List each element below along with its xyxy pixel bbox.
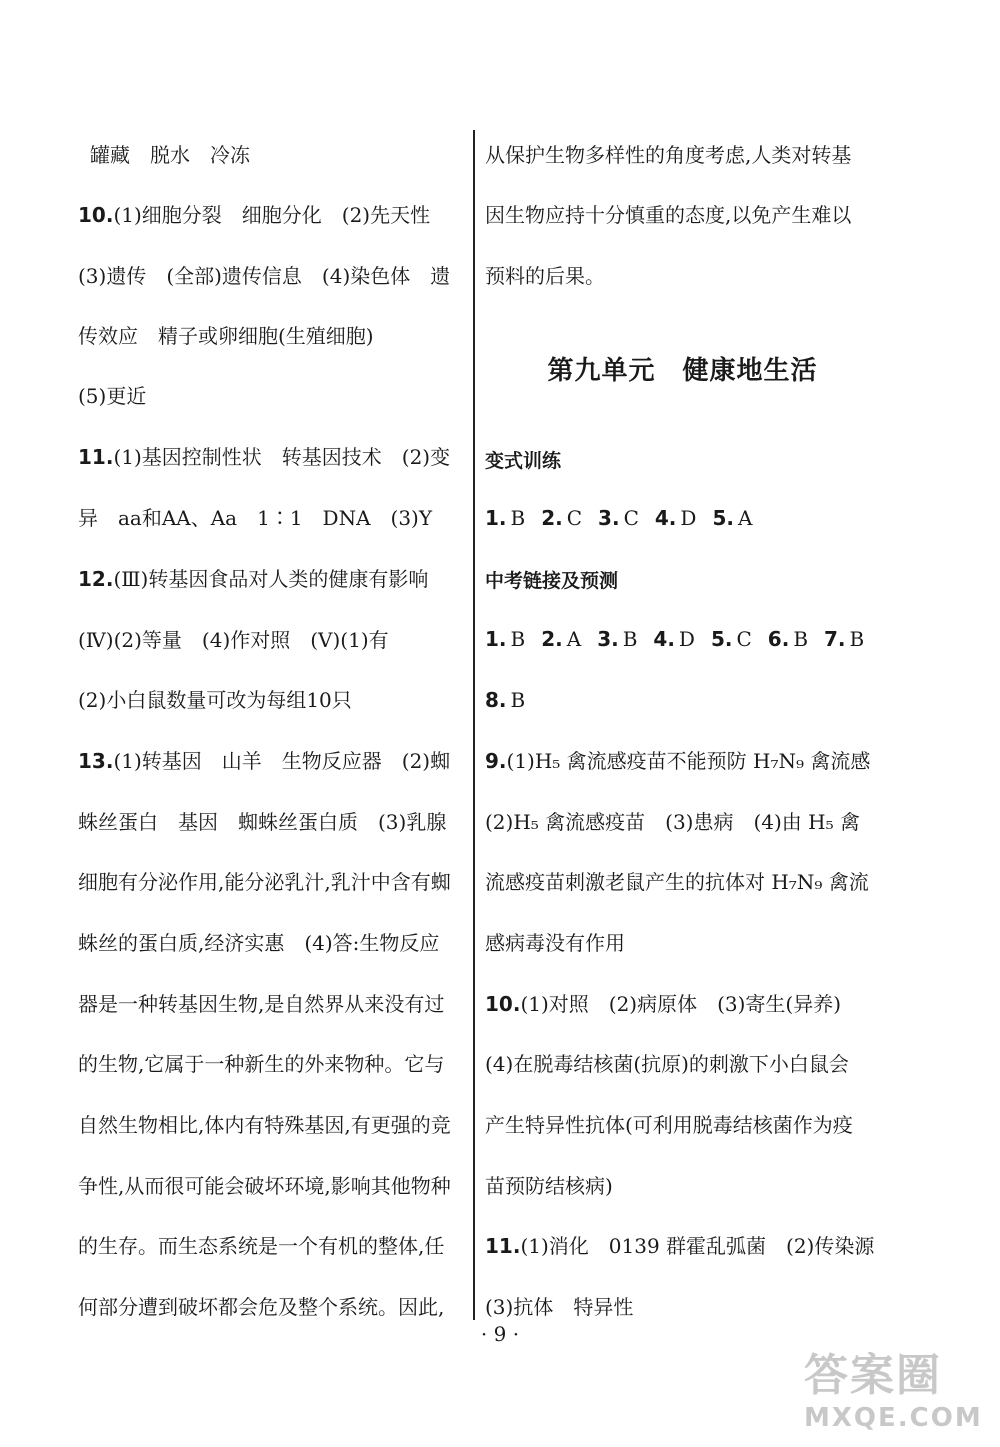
section-heading-variant-training: 变式训练 xyxy=(485,450,562,472)
answer-line xyxy=(485,1294,633,1320)
answer-line xyxy=(485,809,860,835)
answer-line xyxy=(90,142,250,168)
choice-answer xyxy=(485,627,525,651)
answer-text: 产生特异性抗体(可利用脱毒结核菌作为疫 xyxy=(485,1113,853,1137)
answer-text: (1)细胞分裂 细胞分化 (2)先天性 xyxy=(113,203,431,227)
answer-letter: B xyxy=(793,627,809,651)
question-number: 12. xyxy=(78,567,114,591)
choice-answer xyxy=(824,627,864,651)
answer-text: 传效应 精子或卵细胞(生殖细胞) xyxy=(78,324,374,348)
answer-text: 细胞有分泌作用,能分泌乳汁,乳汁中含有蜘 xyxy=(78,870,451,894)
choice-answer xyxy=(655,506,697,530)
answer-line xyxy=(78,1173,451,1199)
answer-text: 自然生物相比,体内有特殊基因,有更强的竞 xyxy=(78,1113,451,1137)
answer-text: 流感疫苗刺激老鼠产生的抗体对 H₇N₉ 禽流 xyxy=(485,870,869,894)
answer-line: 从保护生物多样性的角度考虑,人类对转基 xyxy=(485,143,852,167)
question-number: 4. xyxy=(654,506,677,530)
question-number: 2. xyxy=(541,627,563,651)
watermark-logo-text: 答案圈 xyxy=(804,1350,942,1401)
unit-title: 第九单元 健康地生活 xyxy=(547,356,818,386)
choice-answer xyxy=(653,627,695,651)
answer-line xyxy=(78,869,451,895)
answer-line xyxy=(485,1173,613,1199)
question-number: 9. xyxy=(485,749,507,773)
answer-line xyxy=(78,930,439,956)
question-number: 10. xyxy=(78,203,114,227)
answer-line xyxy=(485,748,870,774)
question-number: 10. xyxy=(485,992,521,1016)
answer-text: 何部分遭到破坏都会危及整个系统。因此, xyxy=(78,1295,445,1319)
answer-row-variant-training xyxy=(485,505,768,531)
question-number: 6. xyxy=(767,627,790,651)
answer-row-exam-links-1 xyxy=(485,626,880,652)
answer-line xyxy=(78,323,374,349)
answer-line xyxy=(485,869,869,895)
choice-answer xyxy=(485,506,525,530)
answer-line xyxy=(78,1294,444,1320)
answer-line xyxy=(78,748,450,774)
answer-text: (3)抗体 特异性 xyxy=(485,1295,634,1319)
answer-row-exam-links-2 xyxy=(485,687,541,713)
answer-line xyxy=(78,809,446,835)
answer-letter: D xyxy=(678,627,695,651)
answer-text: 蛛丝蛋白 基因 蜘蛛丝蛋白质 (3)乳腺 xyxy=(78,810,447,834)
answer-letter: B xyxy=(622,627,638,651)
question-number: 13. xyxy=(78,749,114,773)
answer-text: (Ⅳ)(2)等量 (4)作对照 (Ⅴ)(1)有 xyxy=(78,628,389,652)
question-number: 5. xyxy=(712,506,734,530)
answer-text: 感病毒没有作用 xyxy=(485,931,625,955)
answer-line xyxy=(78,991,444,1017)
answer-letter: B xyxy=(510,506,526,530)
page-number: · 9 · xyxy=(480,1322,520,1346)
answer-line xyxy=(485,991,841,1017)
answer-line xyxy=(78,444,450,470)
question-number: 3. xyxy=(598,506,620,530)
answer-text: 罐藏 脱水 冷冻 xyxy=(90,143,250,167)
choice-answer xyxy=(768,627,808,651)
answer-text: (1)转基因 山羊 生物反应器 (2)蜘 xyxy=(113,749,451,773)
answer-letter: B xyxy=(510,627,526,651)
answer-letter: A xyxy=(737,506,753,530)
question-number: 8. xyxy=(485,688,507,712)
choice-answer xyxy=(598,506,639,530)
section-heading-exam-links: 中考链接及预测 xyxy=(485,570,619,592)
answer-line xyxy=(78,1112,451,1138)
answer-text: 蛛丝的蛋白质,经济实惠 (4)答:生物反应 xyxy=(78,931,440,955)
answer-line: 预料的后果。 xyxy=(485,264,605,288)
answer-text: (2)小白鼠数量可改为每组10只 xyxy=(78,688,352,712)
answer-text: (4)在脱毒结核菌(抗原)的刺激下小白鼠会 xyxy=(485,1052,849,1076)
column-divider xyxy=(473,130,475,1320)
answer-line xyxy=(78,202,430,228)
answer-text: 的生物,它属于一种新生的外来物种。它与 xyxy=(78,1052,445,1076)
answer-letter: A xyxy=(566,627,582,651)
answer-letter: C xyxy=(623,506,639,530)
question-number: 2. xyxy=(541,506,563,530)
answer-line xyxy=(485,1233,874,1259)
answer-line: 因生物应持十分慎重的态度,以免产生难以 xyxy=(485,203,852,227)
answer-text: (2)H₅ 禽流感疫苗 (3)患病 (4)由 H₅ 禽 xyxy=(485,810,860,834)
question-number: 4. xyxy=(653,627,675,651)
answer-letter: C xyxy=(736,627,752,651)
choice-answer xyxy=(485,688,525,712)
choice-answer xyxy=(597,627,637,651)
answer-letter: C xyxy=(566,506,583,530)
answer-line xyxy=(78,1233,444,1259)
answer-line xyxy=(78,566,428,592)
answer-text: 异 aa和AA、Aa 1∶1 DNA (3)Y xyxy=(78,506,433,530)
question-number: 11. xyxy=(485,1234,521,1258)
question-number: 1. xyxy=(485,627,507,651)
answer-text: (5)更近 xyxy=(78,384,147,408)
answer-line xyxy=(78,505,432,531)
choice-answer xyxy=(541,506,582,530)
answer-text: 的生存。而生态系统是一个有机的整体,任 xyxy=(78,1234,445,1258)
answer-line xyxy=(485,1051,849,1077)
answer-letter: B xyxy=(510,688,526,712)
answer-line xyxy=(485,1112,853,1138)
answer-line xyxy=(78,687,352,713)
question-number: 11. xyxy=(78,445,114,469)
question-number: 5. xyxy=(710,627,733,651)
answer-line xyxy=(78,627,389,653)
question-number: 7. xyxy=(824,627,846,651)
answer-line xyxy=(78,383,146,409)
question-number: 3. xyxy=(597,627,619,651)
answer-text: (1)H₅ 禽流感疫苗不能预防 H₇N₉ 禽流感 xyxy=(506,749,871,773)
answer-letter: D xyxy=(680,506,697,530)
answer-text: (1)消化 0139 群霍乱弧菌 (2)传染源 xyxy=(520,1234,875,1258)
answer-text: (3)遗传 (全部)遗传信息 (4)染色体 遗 xyxy=(78,264,451,288)
answer-text: (Ⅲ)转基因食品对人类的健康有影响 xyxy=(113,567,429,591)
answer-line xyxy=(78,263,450,289)
answer-text: 器是一种转基因生物,是自然界从来没有过 xyxy=(78,992,445,1016)
watermark-logo xyxy=(804,1339,984,1439)
answer-letter: B xyxy=(849,627,865,651)
answer-text: (1)基因控制性状 转基因技术 (2)变 xyxy=(113,445,451,469)
answer-line xyxy=(485,930,625,956)
answer-text: 争性,从而很可能会破坏环境,影响其他物种 xyxy=(78,1174,451,1198)
watermark-site-text: MXQE.COM xyxy=(804,1403,983,1433)
answer-text: 苗预防结核病) xyxy=(485,1174,613,1198)
choice-answer xyxy=(541,627,581,651)
choice-answer xyxy=(712,506,752,530)
choice-answer xyxy=(711,627,752,651)
answer-line xyxy=(78,1051,444,1077)
question-number: 1. xyxy=(485,506,507,530)
answer-text: (1)对照 (2)病原体 (3)寄生(异养) xyxy=(520,992,842,1016)
